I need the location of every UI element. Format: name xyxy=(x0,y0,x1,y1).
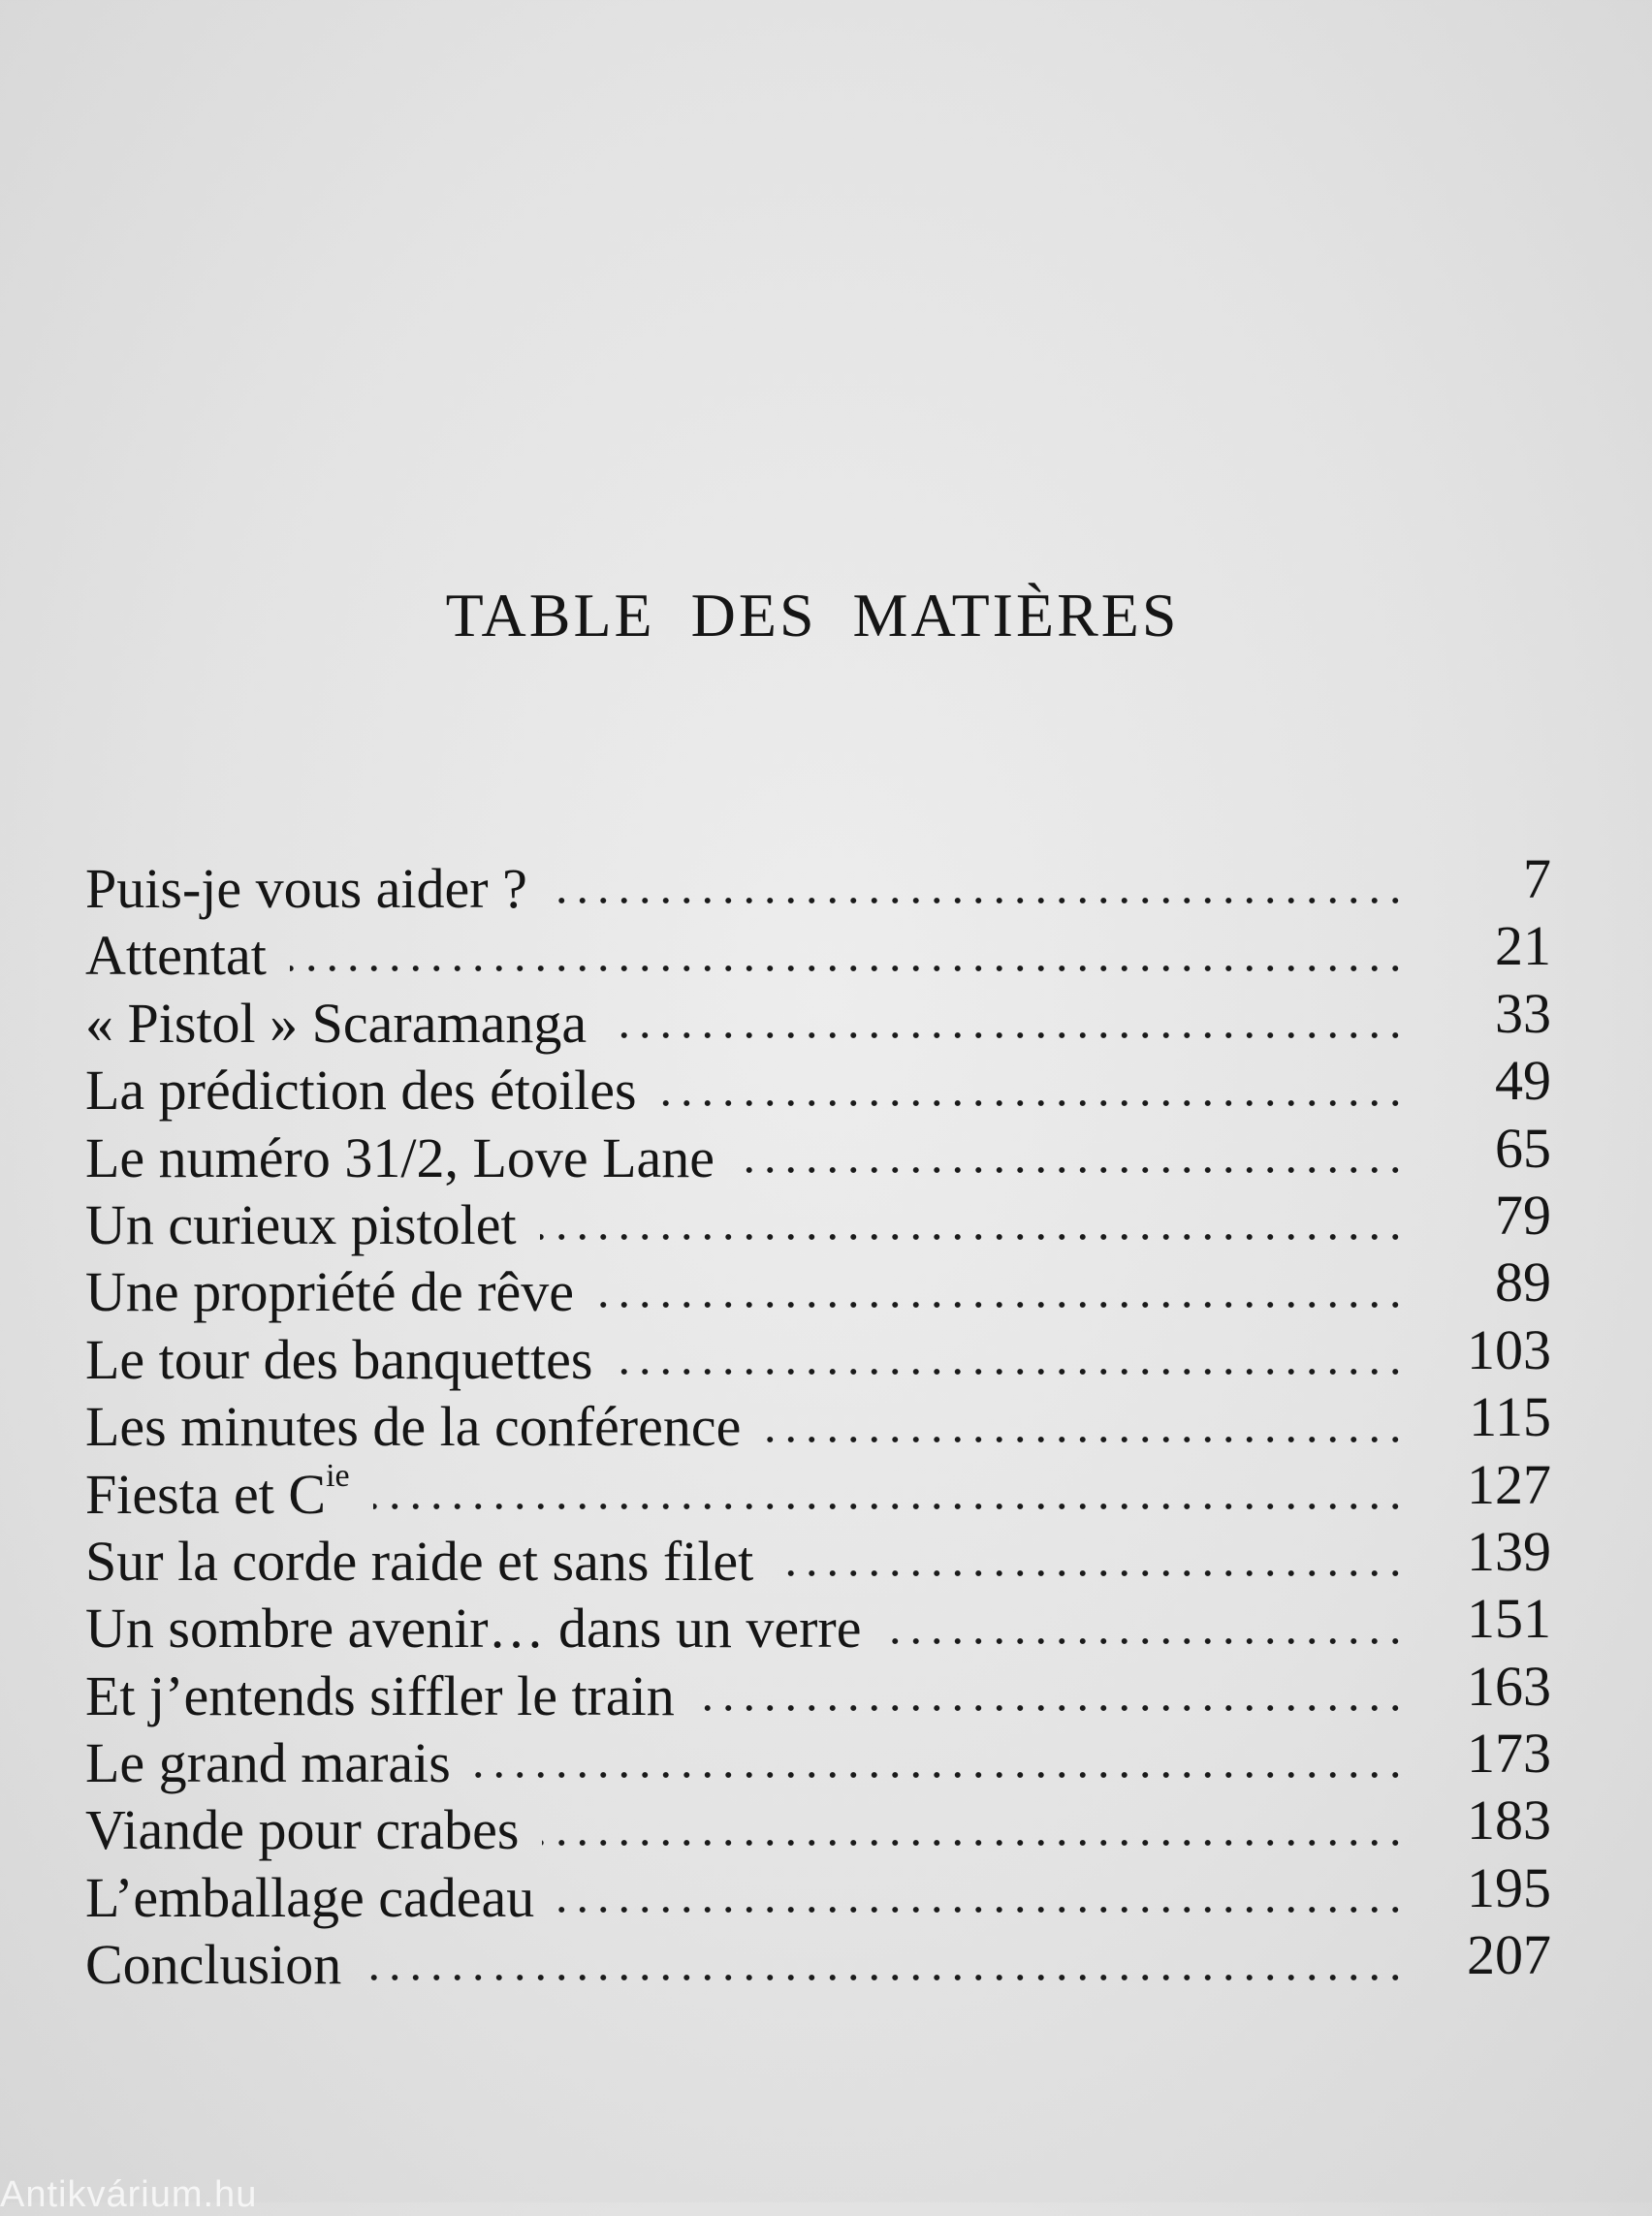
dot-leader xyxy=(542,1839,1406,1847)
dot-leader xyxy=(540,1233,1406,1241)
toc-entry-title xyxy=(85,1457,360,1528)
toc-entry-title: L’emballage cadeau xyxy=(85,1865,535,1929)
toc-entry-title: Sur la corde raide et sans filet xyxy=(85,1529,754,1593)
dot-leader xyxy=(597,1301,1406,1309)
dot-leader xyxy=(616,1368,1406,1376)
toc-entry-title: Attentat xyxy=(85,924,267,988)
toc-entry xyxy=(85,1385,1551,1460)
toc-entry-title: Une propriété de rêve xyxy=(85,1260,575,1324)
dot-leader xyxy=(660,1099,1406,1107)
toc-entry-title: Les minutes de la conférence xyxy=(85,1395,742,1459)
toc-entry xyxy=(85,1250,1551,1325)
toc-entry xyxy=(85,1116,1551,1191)
toc-entry xyxy=(85,1654,1551,1729)
toc-entry xyxy=(85,1923,1551,1998)
dot-leader xyxy=(884,1637,1406,1645)
toc-entry-page: 49 xyxy=(1495,1049,1551,1113)
toc-entry-page: 151 xyxy=(1467,1587,1551,1651)
toc-entry-page: 173 xyxy=(1467,1722,1551,1786)
watermark: Antikvárium.hu xyxy=(0,2174,258,2215)
dot-leader xyxy=(777,1569,1406,1577)
toc-entry-page: 127 xyxy=(1467,1452,1551,1516)
toc-entry xyxy=(85,1855,1551,1931)
toc-entry-page: 207 xyxy=(1467,1923,1551,1987)
dot-leader xyxy=(365,1974,1406,1981)
dot-leader xyxy=(610,1031,1406,1039)
toc-entry xyxy=(85,1722,1551,1796)
page-title: TABLE DES MATIÈRES xyxy=(445,581,1180,649)
toc-entry xyxy=(85,1519,1551,1595)
toc-entry xyxy=(85,847,1551,922)
dot-leader xyxy=(738,1166,1406,1174)
toc-entry-title: La prédiction des étoiles xyxy=(85,1059,637,1123)
toc-entry-title: Un curieux pistolet xyxy=(85,1192,517,1256)
dot-leader xyxy=(764,1436,1406,1443)
toc-entry-page: 89 xyxy=(1495,1250,1551,1314)
toc-entry xyxy=(85,981,1551,1057)
toc-entry xyxy=(85,1789,1551,1863)
dot-leader xyxy=(373,1503,1406,1510)
toc-entry-title-text: Fiesta et C xyxy=(85,1462,327,1526)
toc-entry-title: Le numéro 31/2, Love Lane xyxy=(85,1125,715,1189)
toc-entry-page: 79 xyxy=(1495,1183,1551,1247)
toc-entry-page: 65 xyxy=(1495,1116,1551,1180)
toc-entry-page: 163 xyxy=(1467,1654,1551,1718)
toc-entry-title: Et j’entends siffler le train xyxy=(85,1663,675,1727)
toc-entry-page: 139 xyxy=(1467,1519,1551,1583)
dot-leader xyxy=(290,965,1406,972)
toc-entry-title: « Pistol » Scaramanga xyxy=(85,991,588,1055)
toc-entry xyxy=(85,914,1551,989)
toc-entry-page: 195 xyxy=(1467,1855,1551,1919)
toc-entry xyxy=(85,1587,1551,1662)
toc-entry-page: 115 xyxy=(1469,1385,1551,1449)
toc-entry-page: 7 xyxy=(1523,847,1551,910)
toc-entry-title: Puis-je vous aider ? xyxy=(85,857,527,920)
toc-entry-page: 103 xyxy=(1467,1317,1551,1381)
toc-entry-title: Un sombre avenir… dans un verre xyxy=(85,1597,862,1661)
toc-entry-title: Conclusion xyxy=(85,1933,342,1997)
toc-entry-title: Le grand marais xyxy=(85,1731,451,1795)
toc-entry xyxy=(85,1183,1551,1258)
toc-entry xyxy=(85,1452,1551,1528)
dot-leader xyxy=(474,1771,1406,1779)
toc-entry xyxy=(85,1049,1551,1124)
toc-entry-page: 183 xyxy=(1467,1789,1551,1852)
toc-entry-page: 33 xyxy=(1495,981,1551,1045)
toc-entry-title-superscript: ie xyxy=(326,1457,350,1494)
toc-entry-title: Le tour des banquettes xyxy=(85,1327,593,1391)
toc-entry-page: 21 xyxy=(1495,914,1551,978)
dot-leader xyxy=(698,1704,1406,1712)
toc-entry-title: Viande pour crabes xyxy=(85,1798,520,1862)
dot-leader xyxy=(551,897,1406,904)
table-of-contents xyxy=(85,847,1551,1999)
dot-leader xyxy=(557,1906,1406,1914)
toc-entry xyxy=(85,1317,1551,1393)
